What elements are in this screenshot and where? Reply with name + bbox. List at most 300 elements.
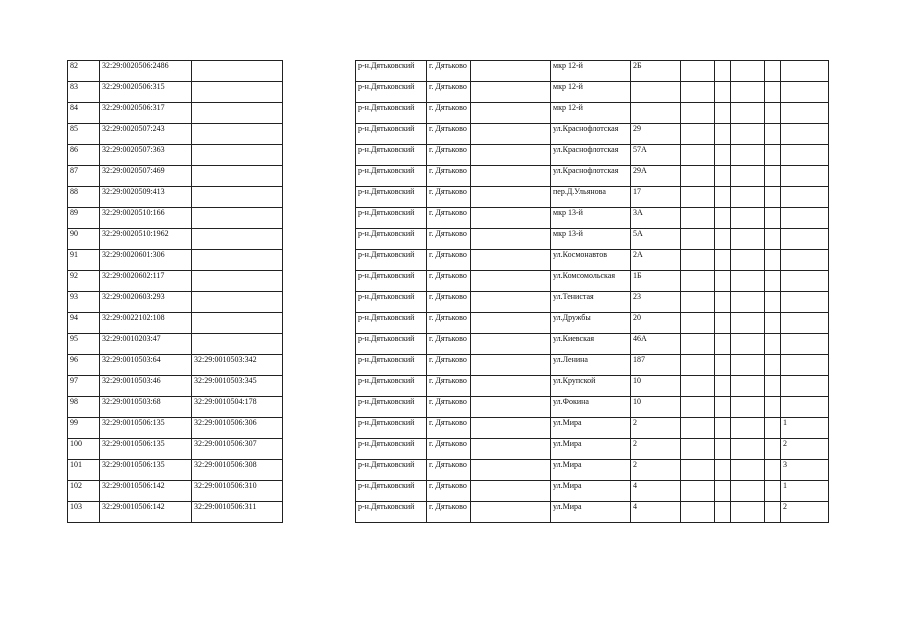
table-row [68, 397, 283, 418]
empty-cell [765, 229, 781, 250]
empty-cell [765, 439, 781, 460]
house-number: 4 [631, 502, 681, 523]
table-row [68, 460, 283, 481]
empty-cell [765, 187, 781, 208]
apartment-number: 1 [781, 481, 829, 502]
empty-cell [471, 418, 551, 439]
apartment-number: 3 [781, 460, 829, 481]
cadastral-number: 32:29:0020603:293 [100, 292, 192, 313]
empty-cell [715, 376, 731, 397]
table-row [68, 502, 283, 523]
object-cadastral-number: 32:29:0010506:306 [192, 418, 283, 439]
apartment-number [781, 250, 829, 271]
empty-cell [731, 61, 765, 82]
apartment-number [781, 397, 829, 418]
row-number: 85 [68, 124, 100, 145]
object-cadastral-number: 32:29:0010504:178 [192, 397, 283, 418]
empty-cell [765, 145, 781, 166]
table-row [68, 208, 283, 229]
empty-cell [681, 208, 715, 229]
empty-cell [731, 439, 765, 460]
district: р-н.Дятьковский [356, 229, 427, 250]
table-row [356, 61, 829, 82]
empty-cell [765, 103, 781, 124]
address-table-body [356, 61, 829, 523]
city: г. Дятьково [427, 334, 471, 355]
city: г. Дятьково [427, 481, 471, 502]
empty-cell [765, 460, 781, 481]
street: ул.Дружбы [551, 313, 631, 334]
object-cadastral-number [192, 124, 283, 145]
street: ул.Фокина [551, 397, 631, 418]
house-number [631, 103, 681, 124]
table-row [356, 439, 829, 460]
empty-cell [681, 271, 715, 292]
table-row [68, 334, 283, 355]
empty-cell [471, 355, 551, 376]
row-number: 98 [68, 397, 100, 418]
empty-cell [715, 103, 731, 124]
city: г. Дятьково [427, 61, 471, 82]
empty-cell [681, 103, 715, 124]
empty-cell [731, 271, 765, 292]
empty-cell [681, 397, 715, 418]
empty-cell [715, 82, 731, 103]
apartment-number [781, 145, 829, 166]
table-row [356, 460, 829, 481]
object-cadastral-number [192, 334, 283, 355]
empty-cell [765, 376, 781, 397]
city: г. Дятьково [427, 376, 471, 397]
empty-cell [715, 313, 731, 334]
empty-cell [765, 271, 781, 292]
empty-cell [681, 124, 715, 145]
house-number: 2 [631, 418, 681, 439]
cadastral-number: 32:29:0020507:469 [100, 166, 192, 187]
empty-cell [765, 82, 781, 103]
cadastral-number: 32:29:0020506:2486 [100, 61, 192, 82]
table-row [356, 292, 829, 313]
city: г. Дятьково [427, 355, 471, 376]
table-row [356, 397, 829, 418]
table-row [68, 124, 283, 145]
empty-cell [715, 145, 731, 166]
empty-cell [681, 313, 715, 334]
house-number: 46А [631, 334, 681, 355]
row-number: 94 [68, 313, 100, 334]
row-number: 103 [68, 502, 100, 523]
object-cadastral-number: 32:29:0010506:311 [192, 502, 283, 523]
street: ул.Мира [551, 418, 631, 439]
district: р-н.Дятьковский [356, 208, 427, 229]
house-number: 5А [631, 229, 681, 250]
empty-cell [471, 82, 551, 103]
city: г. Дятьково [427, 271, 471, 292]
cadastral-number: 32:29:0010506:142 [100, 481, 192, 502]
table-row [68, 481, 283, 502]
empty-cell [765, 208, 781, 229]
apartment-number [781, 82, 829, 103]
row-number: 87 [68, 166, 100, 187]
cadastral-number: 32:29:0020506:315 [100, 82, 192, 103]
district: р-н.Дятьковский [356, 124, 427, 145]
row-number: 84 [68, 103, 100, 124]
empty-cell [765, 502, 781, 523]
empty-cell [715, 502, 731, 523]
empty-cell [715, 271, 731, 292]
cadastral-number: 32:29:0010506:135 [100, 418, 192, 439]
table-row [68, 103, 283, 124]
cadastral-number: 32:29:0010503:46 [100, 376, 192, 397]
empty-cell [681, 82, 715, 103]
table-row [68, 271, 283, 292]
row-number: 91 [68, 250, 100, 271]
city: г. Дятьково [427, 229, 471, 250]
empty-cell [681, 61, 715, 82]
cadastral-number: 32:29:0020601:306 [100, 250, 192, 271]
empty-cell [765, 334, 781, 355]
object-cadastral-number: 32:29:0010506:308 [192, 460, 283, 481]
table-row [68, 187, 283, 208]
empty-cell [471, 124, 551, 145]
district: р-н.Дятьковский [356, 187, 427, 208]
empty-cell [715, 460, 731, 481]
empty-cell [715, 418, 731, 439]
apartment-number [781, 334, 829, 355]
object-cadastral-number [192, 313, 283, 334]
table-row [356, 208, 829, 229]
empty-cell [471, 481, 551, 502]
empty-cell [731, 481, 765, 502]
apartment-number [781, 292, 829, 313]
house-number: 10 [631, 397, 681, 418]
empty-cell [731, 313, 765, 334]
city: г. Дятьково [427, 166, 471, 187]
empty-cell [471, 502, 551, 523]
house-number: 29 [631, 124, 681, 145]
table-row [356, 103, 829, 124]
district: р-н.Дятьковский [356, 166, 427, 187]
object-cadastral-number [192, 145, 283, 166]
cadastral-number: 32:29:0010506:135 [100, 439, 192, 460]
cadastral-number: 32:29:0020507:363 [100, 145, 192, 166]
district: р-н.Дятьковский [356, 271, 427, 292]
empty-cell [731, 292, 765, 313]
district: р-н.Дятьковский [356, 439, 427, 460]
apartment-number [781, 124, 829, 145]
row-number: 92 [68, 271, 100, 292]
empty-cell [715, 61, 731, 82]
street: ул.Космонавтов [551, 250, 631, 271]
row-number: 89 [68, 208, 100, 229]
district: р-н.Дятьковский [356, 103, 427, 124]
street: ул.Мира [551, 481, 631, 502]
street: ул.Ленина [551, 355, 631, 376]
row-number: 96 [68, 355, 100, 376]
empty-cell [681, 376, 715, 397]
empty-cell [681, 334, 715, 355]
city: г. Дятьково [427, 313, 471, 334]
cadastral-number: 32:29:0010506:142 [100, 502, 192, 523]
house-number: 2 [631, 439, 681, 460]
house-number: 2Б [631, 61, 681, 82]
district: р-н.Дятьковский [356, 481, 427, 502]
street: мкр 12-й [551, 82, 631, 103]
empty-cell [731, 502, 765, 523]
row-number: 82 [68, 61, 100, 82]
district: р-н.Дятьковский [356, 397, 427, 418]
empty-cell [471, 187, 551, 208]
object-cadastral-number: 32:29:0010506:307 [192, 439, 283, 460]
street: ул.Мира [551, 439, 631, 460]
empty-cell [471, 460, 551, 481]
empty-cell [765, 124, 781, 145]
street: ул.Краснофлотская [551, 145, 631, 166]
city: г. Дятьково [427, 187, 471, 208]
cadastral-table-body [68, 61, 283, 523]
object-cadastral-number [192, 187, 283, 208]
empty-cell [715, 187, 731, 208]
empty-cell [681, 481, 715, 502]
table-row [356, 418, 829, 439]
empty-cell [471, 439, 551, 460]
object-cadastral-number [192, 271, 283, 292]
table-row [68, 61, 283, 82]
row-number: 102 [68, 481, 100, 502]
cadastral-table [67, 60, 283, 523]
house-number: 10 [631, 376, 681, 397]
empty-cell [681, 460, 715, 481]
empty-cell [681, 250, 715, 271]
table-row [68, 250, 283, 271]
district: р-н.Дятьковский [356, 313, 427, 334]
empty-cell [715, 208, 731, 229]
row-number: 90 [68, 229, 100, 250]
table-row [356, 271, 829, 292]
object-cadastral-number [192, 208, 283, 229]
district: р-н.Дятьковский [356, 145, 427, 166]
cadastral-number: 32:29:0020506:317 [100, 103, 192, 124]
empty-cell [681, 292, 715, 313]
empty-cell [731, 355, 765, 376]
empty-cell [471, 271, 551, 292]
cadastral-number: 32:29:0020507:243 [100, 124, 192, 145]
empty-cell [731, 397, 765, 418]
empty-cell [715, 355, 731, 376]
empty-cell [471, 397, 551, 418]
house-number: 20 [631, 313, 681, 334]
empty-cell [765, 292, 781, 313]
city: г. Дятьково [427, 418, 471, 439]
city: г. Дятьково [427, 145, 471, 166]
empty-cell [731, 418, 765, 439]
object-cadastral-number: 32:29:0010503:342 [192, 355, 283, 376]
object-cadastral-number [192, 103, 283, 124]
house-number: 2 [631, 460, 681, 481]
empty-cell [731, 82, 765, 103]
row-number: 97 [68, 376, 100, 397]
empty-cell [731, 376, 765, 397]
house-number: 1Б [631, 271, 681, 292]
district: р-н.Дятьковский [356, 292, 427, 313]
empty-cell [471, 208, 551, 229]
row-number: 95 [68, 334, 100, 355]
row-number: 88 [68, 187, 100, 208]
city: г. Дятьково [427, 460, 471, 481]
table-row [356, 502, 829, 523]
table-row [356, 355, 829, 376]
row-number: 83 [68, 82, 100, 103]
empty-cell [731, 145, 765, 166]
city: г. Дятьково [427, 124, 471, 145]
empty-cell [715, 292, 731, 313]
table-row [68, 418, 283, 439]
empty-cell [681, 439, 715, 460]
cadastral-number: 32:29:0020509:413 [100, 187, 192, 208]
street: ул.Краснофлотская [551, 124, 631, 145]
empty-cell [471, 292, 551, 313]
empty-cell [681, 187, 715, 208]
empty-cell [715, 166, 731, 187]
apartment-number [781, 313, 829, 334]
empty-cell [715, 250, 731, 271]
table-row [68, 145, 283, 166]
object-cadastral-number [192, 292, 283, 313]
table-row [356, 334, 829, 355]
district: р-н.Дятьковский [356, 61, 427, 82]
empty-cell [715, 229, 731, 250]
apartment-number [781, 166, 829, 187]
object-cadastral-number: 32:29:0010506:310 [192, 481, 283, 502]
apartment-number [781, 208, 829, 229]
row-number: 86 [68, 145, 100, 166]
empty-cell [715, 439, 731, 460]
table-row [356, 166, 829, 187]
house-number: 23 [631, 292, 681, 313]
object-cadastral-number [192, 82, 283, 103]
cadastral-number: 32:29:0010503:68 [100, 397, 192, 418]
cadastral-number: 32:29:0020602:117 [100, 271, 192, 292]
street: ул.Крупской [551, 376, 631, 397]
street: ул.Комсомольская [551, 271, 631, 292]
district: р-н.Дятьковский [356, 250, 427, 271]
district: р-н.Дятьковский [356, 460, 427, 481]
object-cadastral-number [192, 229, 283, 250]
empty-cell [471, 376, 551, 397]
apartment-number [781, 271, 829, 292]
table-row [68, 355, 283, 376]
street: мкр 12-й [551, 61, 631, 82]
empty-cell [731, 187, 765, 208]
table-row [68, 82, 283, 103]
table-row [68, 313, 283, 334]
row-number: 93 [68, 292, 100, 313]
empty-cell [471, 145, 551, 166]
table-row [356, 376, 829, 397]
street: мкр 13-й [551, 229, 631, 250]
cadastral-number: 32:29:0020510:1962 [100, 229, 192, 250]
house-number: 29А [631, 166, 681, 187]
cadastral-number: 32:29:0010203:47 [100, 334, 192, 355]
row-number: 100 [68, 439, 100, 460]
empty-cell [471, 334, 551, 355]
district: р-н.Дятьковский [356, 502, 427, 523]
table-row [356, 481, 829, 502]
apartment-number [781, 376, 829, 397]
empty-cell [731, 166, 765, 187]
city: г. Дятьково [427, 292, 471, 313]
table-row [356, 229, 829, 250]
empty-cell [681, 355, 715, 376]
empty-cell [715, 481, 731, 502]
city: г. Дятьково [427, 439, 471, 460]
house-number: 57А [631, 145, 681, 166]
table-row [356, 82, 829, 103]
street: пер.Д.Ульянова [551, 187, 631, 208]
city: г. Дятьково [427, 397, 471, 418]
cadastral-number: 32:29:0022102:108 [100, 313, 192, 334]
empty-cell [765, 397, 781, 418]
apartment-number [781, 103, 829, 124]
empty-cell [681, 502, 715, 523]
empty-cell [765, 250, 781, 271]
table-row [68, 376, 283, 397]
empty-cell [471, 313, 551, 334]
house-number: 2А [631, 250, 681, 271]
table-row [356, 124, 829, 145]
row-number: 101 [68, 460, 100, 481]
street: ул.Тенистая [551, 292, 631, 313]
house-number: 187 [631, 355, 681, 376]
cadastral-number: 32:29:0020510:166 [100, 208, 192, 229]
empty-cell [731, 250, 765, 271]
empty-cell [765, 418, 781, 439]
empty-cell [765, 481, 781, 502]
district: р-н.Дятьковский [356, 82, 427, 103]
apartment-number [781, 355, 829, 376]
row-number: 99 [68, 418, 100, 439]
apartment-number [781, 187, 829, 208]
empty-cell [731, 229, 765, 250]
table-row [356, 250, 829, 271]
district: р-н.Дятьковский [356, 334, 427, 355]
table-row [356, 313, 829, 334]
empty-cell [765, 355, 781, 376]
empty-cell [471, 166, 551, 187]
empty-cell [471, 103, 551, 124]
empty-cell [681, 145, 715, 166]
district: р-н.Дятьковский [356, 376, 427, 397]
empty-cell [765, 61, 781, 82]
empty-cell [681, 229, 715, 250]
city: г. Дятьково [427, 82, 471, 103]
empty-cell [715, 397, 731, 418]
city: г. Дятьково [427, 250, 471, 271]
street: ул.Киевская [551, 334, 631, 355]
empty-cell [681, 418, 715, 439]
district: р-н.Дятьковский [356, 355, 427, 376]
empty-cell [765, 313, 781, 334]
object-cadastral-number: 32:29:0010503:345 [192, 376, 283, 397]
city: г. Дятьково [427, 502, 471, 523]
district: р-н.Дятьковский [356, 418, 427, 439]
empty-cell [731, 460, 765, 481]
street: ул.Мира [551, 502, 631, 523]
empty-cell [715, 334, 731, 355]
table-row [68, 439, 283, 460]
street: мкр 12-й [551, 103, 631, 124]
apartment-number [781, 61, 829, 82]
